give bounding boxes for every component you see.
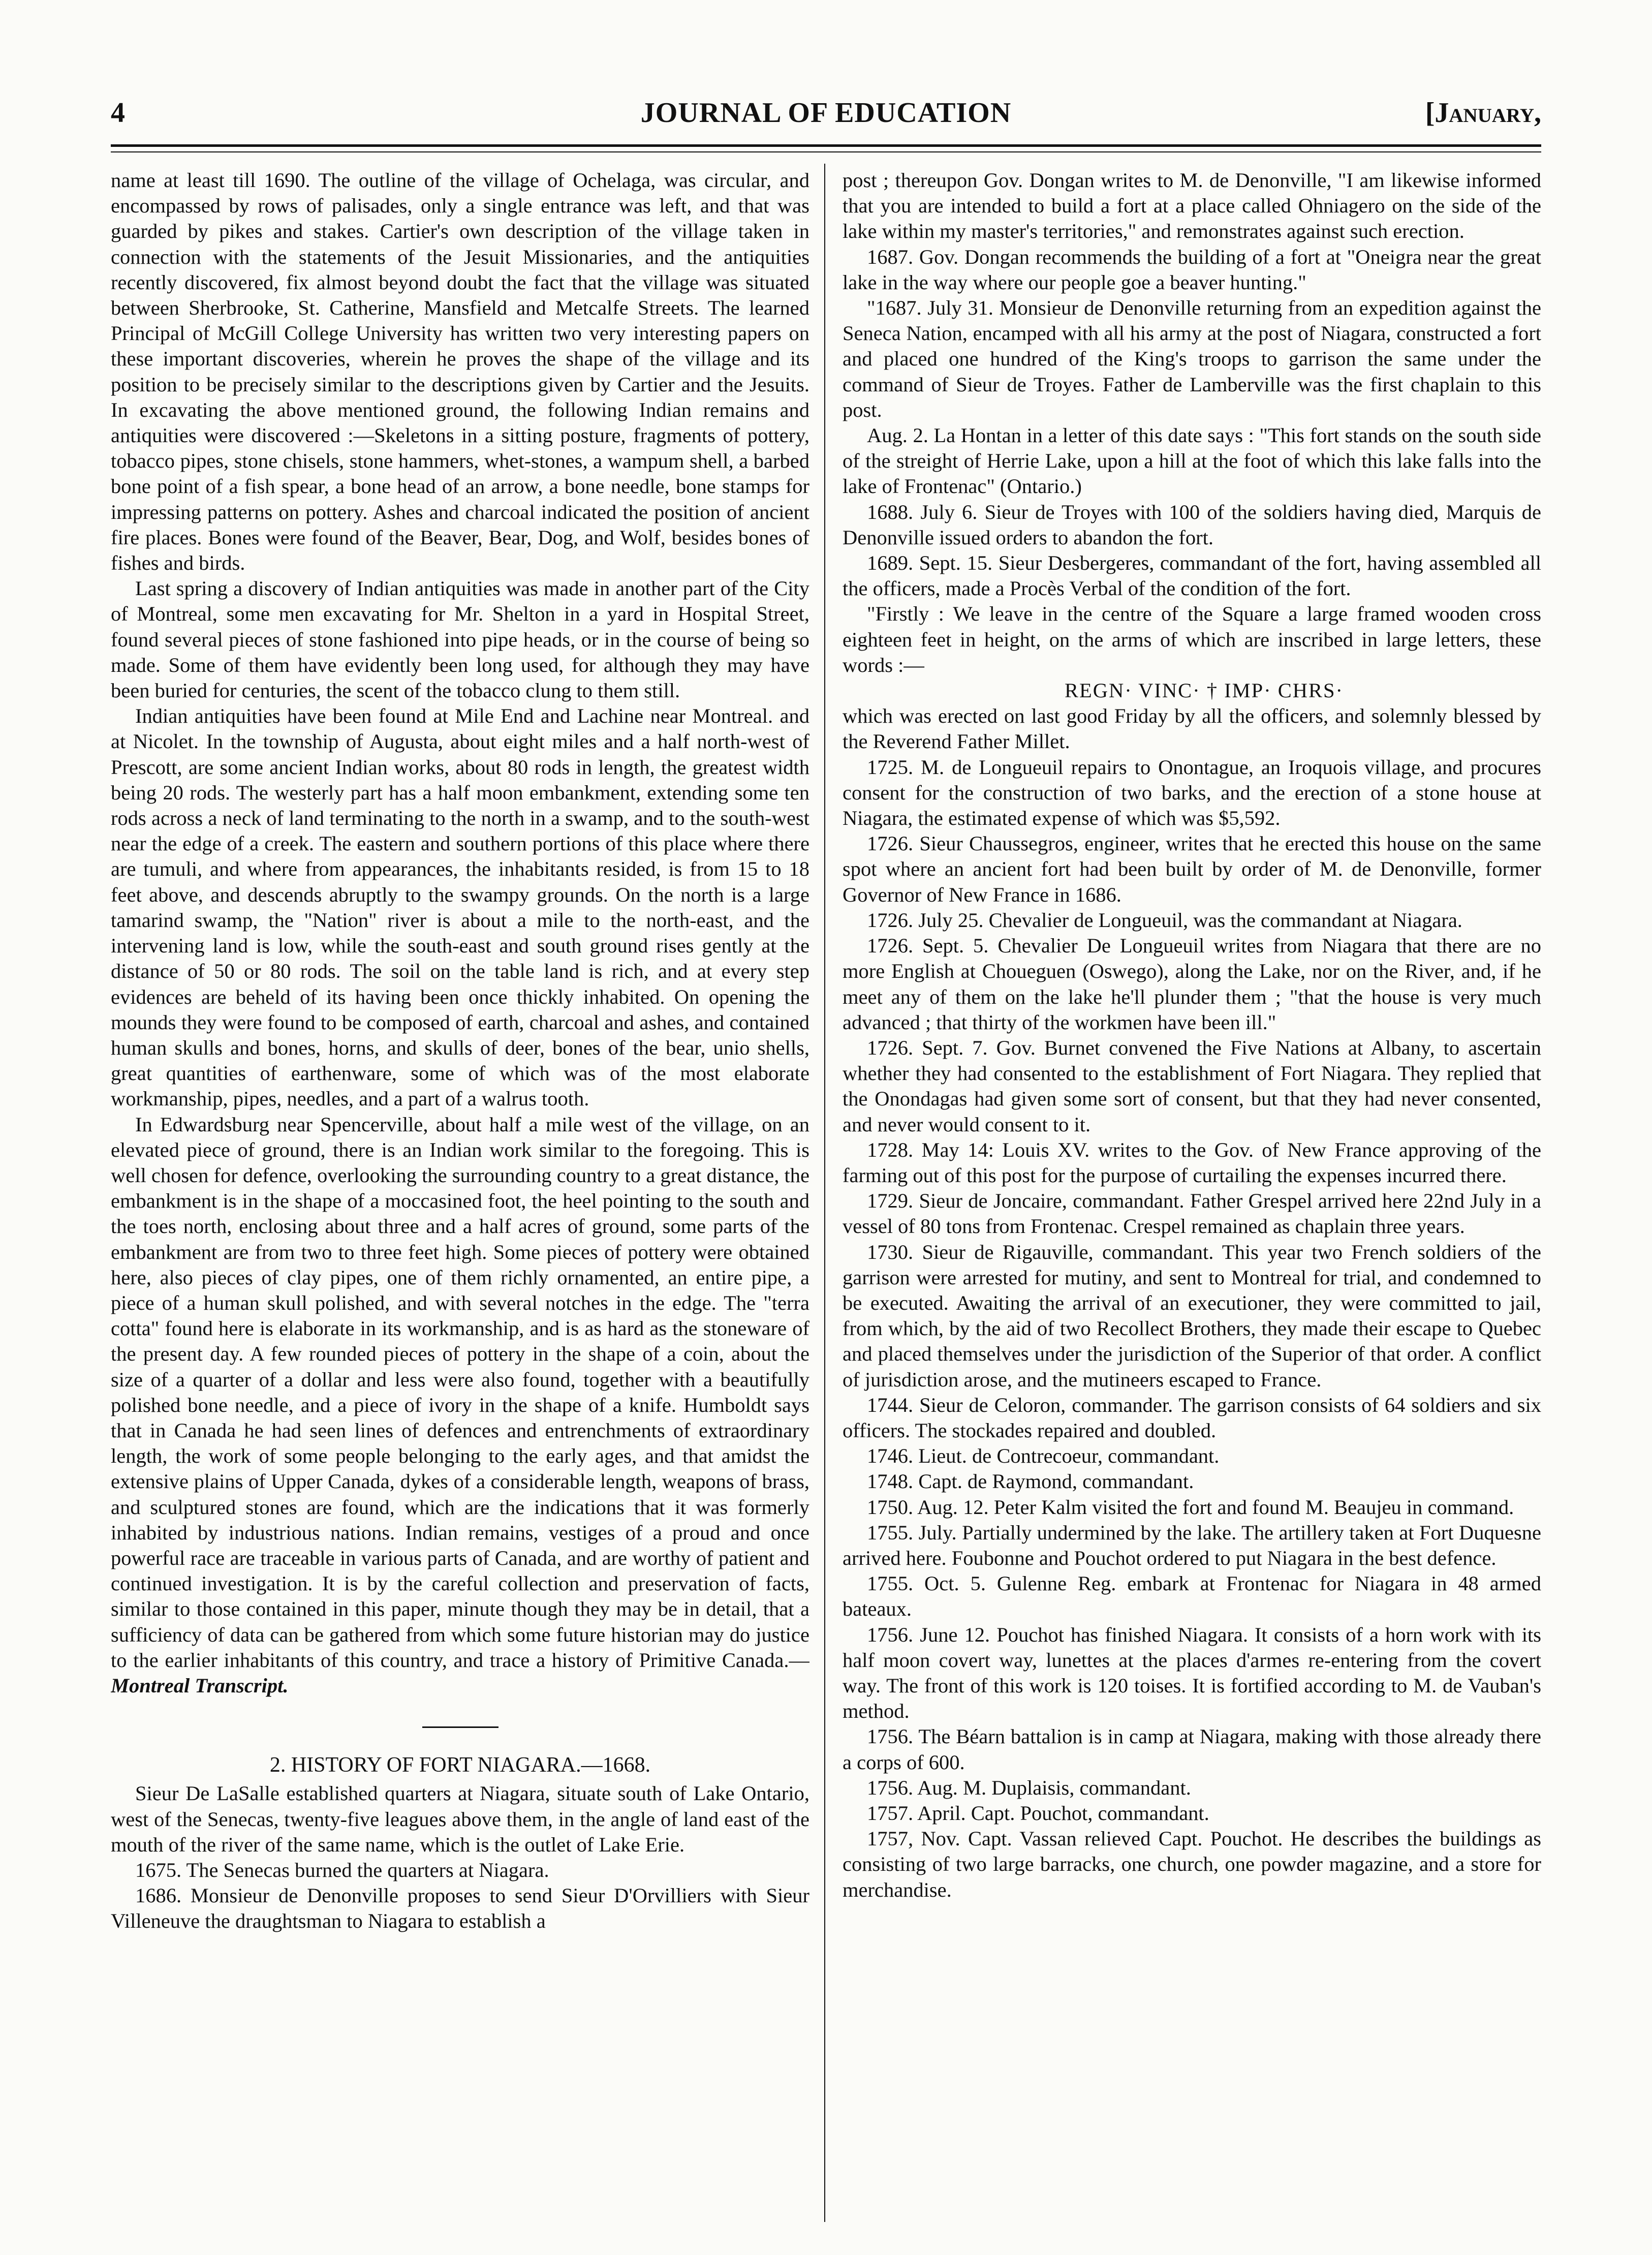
entry-1726-july: 1726. July 25. Chevalier de Longueuil, was the commandant at Niagara.: [867, 908, 1462, 932]
entry-1755-oct: 1755. Oct. 5. Gulenne Reg. embark at Frontenac for Niagara in 48 armed bateaux.: [843, 1572, 1541, 1621]
edwardsburg-text: In Edwardsburg near Spencerville, about half a mile west of the village, on an elevated piece of ground, there is an Indian work similar to the foregoing. This is well chosen for defence, overlooking the surrounding country to a great distance, the embankment is in the shape of a moccasined foot, the heel pointing to the south and the toes north, enclosing about three and a half acres of ground, some parts of the embankment are from two to three feet high. Some pieces of pottery were obtained here, also pieces of clay pipes, one of them richly ornamented, an entire pipe, a piece of a human skull polished, and with several notches in the edge. The "terra cotta" found here is elaborate in its workmanship, and is as hard as the stoneware of the present day. A few rounded pieces of pottery in the shape of a coin, about the size of a quarter of a dollar and less were also found, together with a beautifully polished bone needle, and a piece of ivory in the shape of a knife. Humboldt says that in Canada he had seen lines of defences and entrenchments of extraordinary length, the work of some people belonging to the early ages, and that amidst the extensive plains of Upper Canada, dykes of a considerable length, weapons of brass, and sculptured stones are found, which are the indications that it was formerly inhabited by industrious nations. Indian remains, vestiges of a proud and once powerful race are traceable in various parts of Canada, and are worthy of patient and continued investigation. It is by the careful collection and preservation of facts, similar to those contained in this paper, minute though they may be in detail, that a sufficiency of data can be gathered from which some future historian may do justice to the earlier inhabitants of this country, and trace a history of Primitive Canada.—: [111, 1113, 809, 1672]
section-heading: 2. HISTORY OF FORT NIAGARA.—1668.: [269, 1753, 651, 1777]
paragraph-edwardsburg: [111, 1112, 809, 1699]
right-column: [843, 168, 1541, 2221]
entry-1725: 1725. M. de Longueuil repairs to Onontague, an Iroquois village, and procures consent for the construction of two barks, and the erection of a stone house at Niagara, the estimated expense of which was $5,592.: [843, 755, 1541, 830]
entry-1755-july: 1755. July. Partially undermined by the lake. The artillery taken at Fort Duquesne arrived here. Foubonne and Pouchot ordered to put Niagara in the best defence.: [843, 1521, 1541, 1569]
page-number: 4: [111, 97, 125, 129]
entry-aug-2: Aug. 2. La Hontan in a letter of this date says : "This fort stands on the south side of the streight of Herrie Lake, upon a hill at the foot of which this lake falls into the lake of Frontenac" (Ontario.): [843, 424, 1541, 498]
paragraph-millet: which was erected on last good Friday by all the officers, and solemnly blessed by the Reverend Father Millet.: [843, 704, 1541, 753]
left-column: [111, 168, 809, 2221]
journal-title: JOURNAL OF EDUCATION: [640, 97, 1012, 129]
entry-1689: 1689. Sept. 15. Sieur Desbergeres, commandant of the fort, having assembled all the officers, made a Procès Verbal of the condition of the fort.: [843, 551, 1541, 600]
paragraph-cross: "Firstly : We leave in the centre of the Square a large framed wooden cross eighteen feet in height, on the arms of which are inscribed in large letters, these words :—: [843, 602, 1541, 676]
paragraph-dongan-letter: post ; thereupon Gov. Dongan writes to M. de Denonville, "I am likewise informed that you are intended to build a fort at a place called Ohniagero on the side of the lake within my master's territories," and remonstrates against such erection.: [843, 169, 1541, 243]
entry-1756-bearn: 1756. The Béarn battalion is in camp at Niagara, making with those already there a corps of 600.: [843, 1725, 1541, 1774]
entry-1675: 1675. The Senecas burned the quarters at Niagara.: [135, 1859, 549, 1881]
page-header: [111, 97, 1541, 137]
paragraph-hospital-street: Last spring a discovery of Indian antiquities was made in another part of the City of Montreal, some men excavating for Mr. Shelton in a yard in Hospital Street, found several pieces of stone fashioned into pipe heads, or in the course of being so made. Some of them have evidently been long used, for although they may have been buried for centuries, the scent of the tobacco clung to them still.: [111, 577, 809, 702]
entry-1728: 1728. May 14: Louis XV. writes to the Gov. of New France approving of the farming out of this post for the purpose of curtailing the expenses incurred there.: [843, 1138, 1541, 1187]
entry-1744: 1744. Sieur de Celoron, commander. The garrison consists of 64 soldiers and six officers. The stockades repaired and doubled.: [843, 1393, 1541, 1442]
entry-1746: 1746. Lieut. de Contrecoeur, commandant.: [867, 1444, 1220, 1468]
entry-1757-april: 1757. April. Capt. Pouchot, commandant.: [867, 1802, 1209, 1825]
entry-1686: 1686. Monsieur de Denonville proposes to send Sieur D'Orvilliers with Sieur Villeneuve the draughtsman to Niagara to establish a: [111, 1884, 809, 1933]
cross-inscription: REGN· VINC· † IMP· CHRS·: [1064, 679, 1344, 702]
entry-1726-sept-5: 1726. Sept. 5. Chevalier De Longueuil writes from Niagara that there are no more English at Choueguen (Oswego), along the Lake, nor on the River, and, if he meet any of them on the lake he'll plunder them ; "that the house is very much advanced ; that thirty of the workmen have been ill.": [843, 934, 1541, 1034]
paragraph-ochelaga: name at least till 1690. The outline of the village of Ochelaga, was circular, and encompassed by rows of palisades, only a single entrance was left, and that was guarded by pikes and stakes. Cartier's own description of the village taken in connection with the statements of the Jesuit Missionaries, and the antiquities recently discovered, fix almost beyond doubt the fact that the village was situated between Sherbrooke, St. Catherine, Mansfield and Metcalfe Streets. The learned Principal of McGill College University has written two very interesting papers on these important discoveries, wherein he proves the shape of the village and its position to be precisely similar to the descriptions given by Cartier and the Jesuits. In excavating the above mentioned ground, the following Indian remains and antiquities were discovered :—Skeletons in a sitting posture, fragments of pottery, tobacco pipes, stone chisels, stone hammers, whet-stones, a wampum shell, a barbed bone point of a fish spear, a bone head of an arrow, a bone needle, bone stamps for impressing patterns on pottery. Ashes and charcoal indicated the position of ancient fire places. Bones were found of the Beaver, Bear, Dog, and Wolf, besides bones of fishes and birds.: [111, 169, 809, 575]
entry-1726-chaussegros: 1726. Sieur Chaussegros, engineer, writes that he erected this house on the same spot where an ancient fort had been built by order of M. de Denonville, former Governor of New France in 1686.: [843, 832, 1541, 906]
section-separator: [422, 1726, 498, 1728]
entry-1730: 1730. Sieur de Rigauville, commandant. This year two French soldiers of the garrison were arrested for mutiny, and sent to Montreal for trial, and condemned to be executed. Awaiting the arrival of an executioner, they were committed to jail, from which, by the aid of two Recollect Brothers, they made their escape to Quebec and placed themselves under the jurisdiction of the Superior of that order. A conflict of jurisdiction arose, and the mutineers escaped to France.: [843, 1240, 1541, 1391]
paragraph-lasalle: Sieur De LaSalle established quarters at Niagara, situate south of Lake Ontario, west of the Senecas, twenty-five leagues above them, in the angle of land east of the mouth of the river of the same name, which is the outlet of Lake Erie.: [111, 1782, 809, 1856]
entry-1756-aug: 1756. Aug. M. Duplaisis, commandant.: [867, 1776, 1191, 1799]
header-rule-thin: [111, 151, 1541, 152]
entry-1688: 1688. July 6. Sieur de Troyes with 100 of the soldiers having died, Marquis de Denonville issued orders to abandon the fort.: [843, 500, 1541, 549]
column-divider: [824, 164, 825, 2222]
header-rule-thick: [111, 144, 1541, 147]
entry-1748: 1748. Capt. de Raymond, commandant.: [867, 1470, 1194, 1493]
entry-1756-june: 1756. June 12. Pouchot has finished Niagara. It consists of a horn work with its half moon covert way, lunettes at the places d'armes re-entering from the covert way. The front of this work is 120 toises. It is fortified according to M. de Vauban's method.: [843, 1623, 1541, 1723]
entry-1750: 1750. Aug. 12. Peter Kalm visited the fort and found M. Beaujeu in command.: [867, 1495, 1514, 1519]
entry-1726-sept-7: 1726. Sept. 7. Gov. Burnet convened the Five Nations at Albany, to ascertain whether they had consented to the establishment of Fort Niagara. They replied that the Onondagas had given some sort of consent, but that they had never consented, and never would consent to it.: [843, 1036, 1541, 1136]
entry-1757-nov: 1757, Nov. Capt. Vassan relieved Capt. Pouchot. He describes the buildings as consisting of two large barracks, one church, one powder magazine, and a store for merchandise.: [843, 1827, 1541, 1901]
entry-1687-dongan: 1687. Gov. Dongan recommends the building of a fort at "Oneigra near the great lake in the way where our people goe a beaver hunting.": [843, 245, 1541, 294]
source-citation: Montreal Transcript.: [111, 1674, 289, 1697]
entry-1687-july: "1687. July 31. Monsieur de Denonville returning from an expedition against the Seneca Nation, encamped with all his army at the post of Niagara, constructed a fort and placed one hundred of the King's troops to garrison the same under the command of Sieur de Troyes. Father de Lamberville was the first chaplain to this post.: [843, 296, 1541, 421]
entry-1729: 1729. Sieur de Joncaire, commandant. Father Grespel arrived here 22nd July in a vessel of 80 tons from Frontenac. Crespel remained as chaplain three years.: [843, 1189, 1541, 1238]
issue-month: [January,: [1425, 97, 1541, 129]
paragraph-augusta: Indian antiquities have been found at Mile End and Lachine near Montreal. and at Nicolet. In the township of Augusta, about eight miles and a half north-west of Prescott, are some ancient Indian works, about 80 rods in length, the greatest width being 20 rods. The westerly part has a half moon embankment, extending some ten rods across a neck of land terminating to the north in a swamp, and to the south-west near the edge of a creek. The eastern and southern portions of this place where there are tumuli, and where from appearances, the inhabitants resided, is from 15 to 18 feet above, and descends abruptly to the swampy grounds. On the north is a large tamarind swamp, the "Nation" river is about a mile to the north-east, and the intervening land is low, while the south-east and south ground rises gently at the distance of 50 or 80 rods. The soil on the table land is rich, and at every step evidences are beheld of its having been once thickly inhabited. On opening the mounds they were found to be composed of earth, charcoal and ashes, and contained human skulls and bones, horns, and skulls of deer, bones of the bear, unio shells, great quantities of earthenware, some of which was of the most elaborate workmanship, pipes, needles, and a part of a walrus tooth.: [111, 704, 809, 1110]
